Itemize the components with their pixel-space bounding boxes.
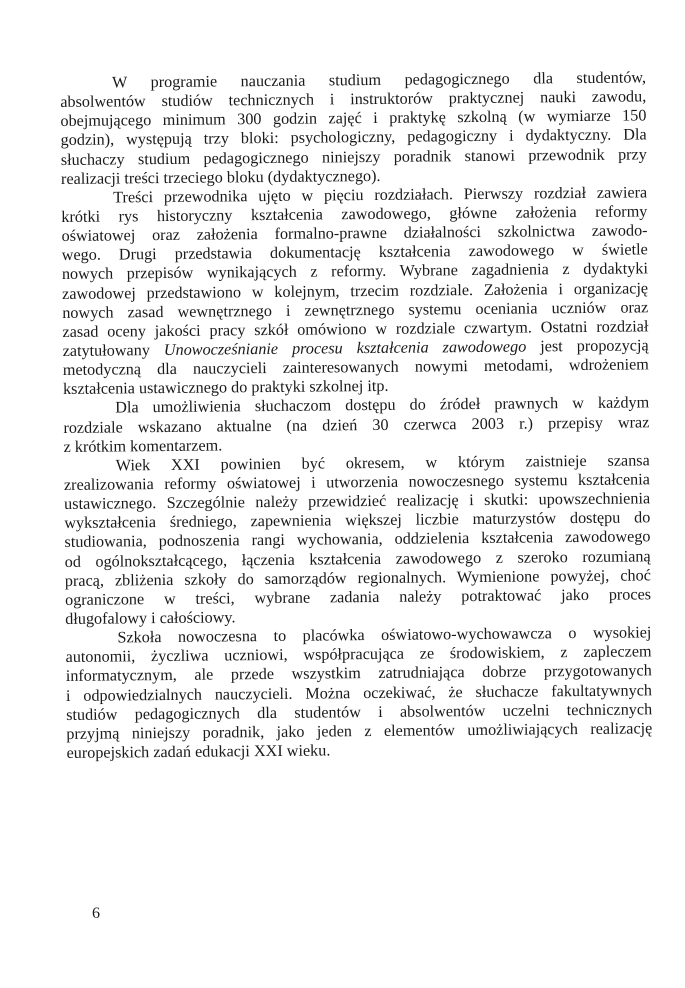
- text-line: ograniczone w treści, wybrane zadania należy potraktować jako proces: [64, 585, 652, 609]
- text-segment: jest propozycją: [526, 336, 649, 356]
- text-line: ustawicznego. Szczególnie należy przewidzieć realizację i skutki: upowszechnienia: [64, 489, 651, 514]
- text-line: krótki rys historyczny kształcenia zawodowego, główne założenia reformy: [61, 202, 648, 226]
- text-segment: zatytułowany: [62, 340, 164, 360]
- text-line: od ogólnokształcącego, łączenia kształcenia zawodowego z szeroko rozumianą: [64, 546, 651, 571]
- text-line: metodyczną dla nauczycieli zainteresowanych nowymi metodami, wdrożeniem: [62, 355, 649, 380]
- text-line: kształcenia ustawicznego do praktyki szkolnej itp.: [62, 377, 389, 399]
- text-line: wego. Drugi przedstawia dokumentację kształcenia zawodowego w świetle: [61, 240, 648, 265]
- text-line: z krótkim komentarzem.: [63, 436, 223, 456]
- text-line: Treści przewodnika ujęto w pięciu rozdziałach. Pierwszy rozdział zawiera: [113, 183, 648, 207]
- paragraph: [65, 623, 652, 763]
- text-line: studiów pedagogicznych dla studentów i absolwentów uczelni technicznych: [66, 699, 653, 724]
- text-line: Szkoła nowoczesna to placówka oświatowo-wychowawcza o wysokiej: [117, 623, 652, 647]
- text-line: zawodowej przedstawiono w kolejnym, trzecim rozdziale. Założenia i organizację: [62, 278, 649, 303]
- paragraph: [63, 394, 650, 457]
- text-line: nowych zasad wewnętrznego i zewnętrznego systemu oceniania uczniów oraz: [62, 298, 649, 322]
- text-line: informatycznym, ale przede wszystkim zatrudniająca dobrze przygotowanych: [65, 661, 652, 686]
- text-line: pracą, zbliżenia szkoły do samorządów regionalnych. Wymienione powyżej, choć: [64, 566, 651, 590]
- text-line: realizacji treści trzeciego bloku (dydaktycznego).: [60, 166, 381, 188]
- paragraph: [64, 451, 652, 629]
- italic-title: Unowocześnianie procesu kształcenia zawodowego: [163, 337, 527, 359]
- text-line: rozdziale wskazano aktualne (na dzień 30 czerwca 2003 r.) przepisy wraz: [63, 412, 650, 437]
- text-line: obejmującego minimum 300 godzin zajęć i praktykę szkolną (w wymiarze 150: [60, 106, 647, 131]
- text-line: długofalowy i całościowy.: [65, 608, 236, 628]
- text-line: przyjmą niniejszy poradnik, jako jeden z elementów umożliwiających realizację: [66, 719, 653, 743]
- document-body: [60, 68, 653, 763]
- text-line: Dla umożliwienia słuchaczom dostępu do źródeł prawnych w każdym: [115, 393, 650, 417]
- text-line: oświatowej oraz założenia formalno-prawne działalności szkolnictwa zawodo-: [61, 221, 648, 246]
- text-line: i odpowiedzialnych nauczycieli. Można oczekiwać, że słuchacze fakultatywnych: [65, 680, 653, 705]
- text-line: godzin), występują trzy bloki: psychologiczny, pedagogiczny i dydaktyczny. Dla: [60, 125, 647, 150]
- text-line: Wiek XXI powinien być okresem, w którym zaistnieje szansa: [115, 451, 650, 475]
- paragraph: [61, 183, 649, 399]
- text-line: autonomii, życzliwa uczniowi, współpracująca ze środowiskiem, z zapleczem: [65, 642, 652, 667]
- text-line: zrealizowania reformy oświatowej i utworzenia nowoczesnego systemu kształcenia: [63, 470, 651, 494]
- text-line: studiowania, podnoszenia rangi wychowania, oddzielenia kształcenia zawodowego: [64, 527, 651, 552]
- text-line: absolwentów studiów technicznych i instruktorów praktycznej nauki zawodu,: [60, 87, 647, 112]
- text-line: słuchaczy studium pedagogicznego niniejszy poradnik stanowi przewodnik przy: [60, 144, 647, 169]
- text-line: wykształcenia średniego, zapewnienia większej liczbie maturzystów dostępu do: [64, 508, 651, 533]
- paragraph: [60, 68, 647, 188]
- page-number: 6: [92, 905, 100, 922]
- text-line: nowych przepisów wynikających z reformy. Wybrane zagadnienia z dydaktyki: [61, 259, 648, 284]
- text-line: europejskich zadań edukacji XXI wieku.: [66, 741, 331, 762]
- text-line: W programie nauczania studium pedagogicznego dla studentów,: [111, 68, 647, 92]
- text-line: zasad oceny jakości pracy szkół omówiono w rozdziale czwartym. Ostatni rozdział: [62, 317, 649, 341]
